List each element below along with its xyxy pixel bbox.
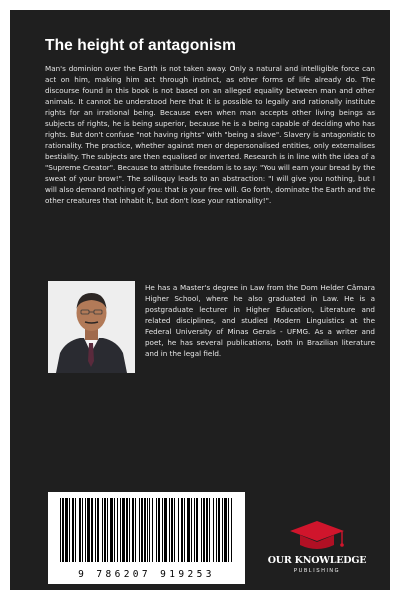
isbn-number: 9 786207 919253 (78, 569, 215, 580)
graduation-cap-icon (258, 515, 376, 555)
isbn-barcode (48, 492, 245, 584)
book-title: The height of antagonism (45, 37, 236, 54)
book-description: Man's dominion over the Earth is not taken away. Only a natural and intelligible force can act on him, making him act through instinct, as other forms of life already do. The discourse found in this book is not based on an alleged equality between man and other animals. It cannot be understood here that it is possible to legally and rationally institute rights for an irrational being. Because even when man accepts other living beings as subjects of rights, he is being superior, because he is a being capable of deciding who has rights. But don't confuse "not having rights" with "being a slave". Slavery is antagonistic to rationality. The practice, whether against men or depersonalised entities, only externalises bestiality. The subjects are then equalised or inverted. Research is in line with the idea of a "Supreme Creator". Because to attribute freedom is to say: "You will earn your bread by the sweat of your brow!". The soliloquy leads to an abstraction: "I will give you nothing, but I will also demand nothing of you: that is your free will. Go forth, dominate the Earth and the other creatures that inhabit it, but don't lose your rationality!". (45, 64, 375, 205)
publisher-subtitle: PUBLISHING (293, 568, 341, 574)
back-cover (10, 10, 390, 590)
barcode-bars (48, 496, 245, 572)
author-portrait-icon (48, 281, 135, 373)
author-bio: He has a Master's degree in Law from the Dom Helder Câmara Higher School, where he also graduated in Law. He is a postgraduate lecturer in Higher Education, Literature and related disciplines, and studied Modern Linguistics at the Federal University of Minas Gerais - UFMG. As a writer and poet, he has several publications, both in Brazilian literature and in the legal field. (145, 283, 375, 358)
publisher-logo (258, 515, 376, 585)
author-photo (48, 281, 135, 373)
publisher-name: OUR KNOWLEDGE (267, 555, 367, 566)
